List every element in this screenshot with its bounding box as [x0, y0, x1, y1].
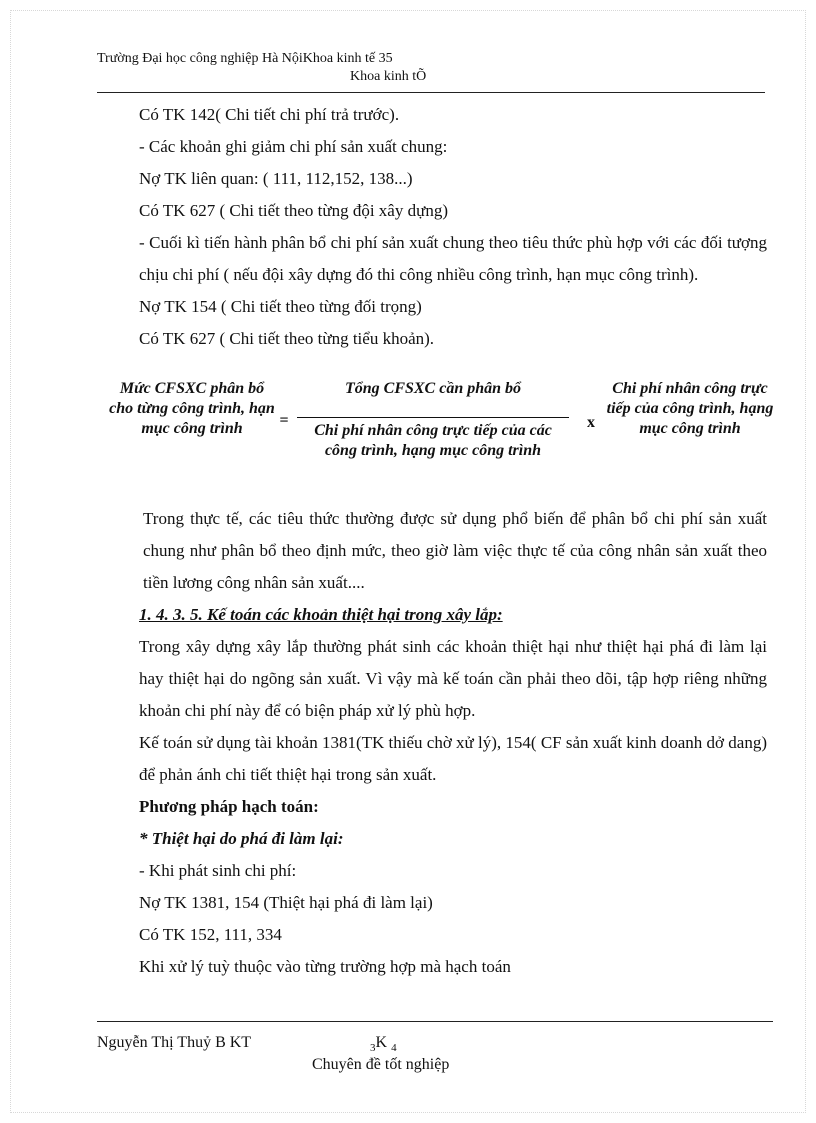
formula-multiply: x — [587, 414, 595, 431]
sub-heading: * Thiệt hại do phá đi làm lại: — [139, 829, 344, 848]
formula-denominator: Chi phí nhân công trực tiếp của các công trình, hạng mục công trình — [314, 422, 552, 459]
paragraph-3: Nợ TK liên quan: ( 111, 112,152, 138...) — [139, 169, 413, 188]
footer-rule — [97, 1021, 773, 1022]
paragraph-13: Có TK 152, 111, 334 — [139, 925, 282, 944]
paragraph-4: Có TK 627 ( Chi tiết theo từng đội xây dựng) — [139, 201, 448, 220]
page-header — [97, 50, 767, 86]
header-line-1: Trường Đại học công nghiệp Hà NộiKhoa kinh tế 35 — [97, 51, 393, 66]
document-body — [97, 99, 774, 983]
footer-class-code — [370, 1034, 397, 1054]
header-rule — [97, 92, 765, 93]
footer-code-k: K — [375, 1034, 388, 1051]
paragraph-11: - Khi phát sinh chi phí: — [139, 861, 297, 880]
formula-numerator: Tổng CFSXC cần phân bổ — [344, 380, 522, 397]
paragraph-1: Có TK 142( Chi tiết chi phí trả trước). — [139, 105, 400, 124]
footer-author: Nguyễn Thị Thuỷ B KT — [97, 1034, 252, 1051]
paragraph-5: - Cuối kì tiến hành phân bổ chi phí sản xuất chung theo tiêu thức phù hợp với các đối tượng chịu chi phí ( nếu đội xây dựng đó thi công nhiều công trình, hạn mục công trình). — [139, 233, 767, 284]
paragraph-9: Trong xây dựng xây lắp thường phát sinh các khoản thiệt hại như thiệt hại phá đi làm lại hay thiệt hại do ngõng sản xuất. Vì vậy mà kế toán cần phải theo dõi, tập hợp riêng những khoản chi phí này để có biện pháp xử lý phù hợp. — [139, 637, 767, 720]
footer-title: Chuyên đề tốt nghiệp — [312, 1056, 450, 1073]
allocation-formula — [97, 369, 774, 495]
paragraph-12: Nợ TK 1381, 154 (Thiệt hại phá đi làm lại) — [139, 893, 433, 912]
formula-right-term: Chi phí nhân công trực tiếp của công trình, hạng mục công trình — [606, 380, 774, 437]
formula-equals: = — [279, 412, 289, 429]
paragraph-8: Trong thực tế, các tiêu thức thường được sử dụng phổ biến để phân bổ chi phí sản xuất chung như phân bổ theo định mức, theo giờ làm việc thực tế của công nhân sản xuất theo tiền lương công nhân sản xuất.... — [143, 509, 767, 592]
section-heading: 1. 4. 3. 5. Kế toán các khoản thiệt hại trong xây lắp: — [139, 605, 503, 624]
header-line-2: Khoa kinh tÕ — [350, 69, 427, 84]
paragraph-10: Kế toán sử dụng tài khoản 1381(TK thiếu chờ xử lý), 154( CF sản xuất kinh doanh dở dang) để phản ánh chi tiết thiệt hại trong sản xuất. — [139, 733, 768, 784]
footer-code-sub-2: 4 — [391, 1042, 397, 1055]
paragraph-2: - Các khoản ghi giảm chi phí sản xuất chung: — [139, 137, 448, 156]
formula-fraction-bar — [297, 417, 569, 418]
paragraph-14: Khi xử lý tuỳ thuộc vào từng trường hợp mà hạch toán — [139, 957, 511, 976]
paragraph-7: Có TK 627 ( Chi tiết theo từng tiểu khoản). — [139, 329, 435, 348]
paragraph-6: Nợ TK 154 ( Chi tiết theo từng đối trọng) — [139, 297, 422, 316]
formula-left-term: Mức CFSXC phân bổ cho từng công trình, hạn mục công trình — [109, 380, 275, 437]
method-heading: Phương pháp hạch toán: — [139, 797, 319, 816]
footer-code-sub-1: 3 — [370, 1042, 376, 1055]
